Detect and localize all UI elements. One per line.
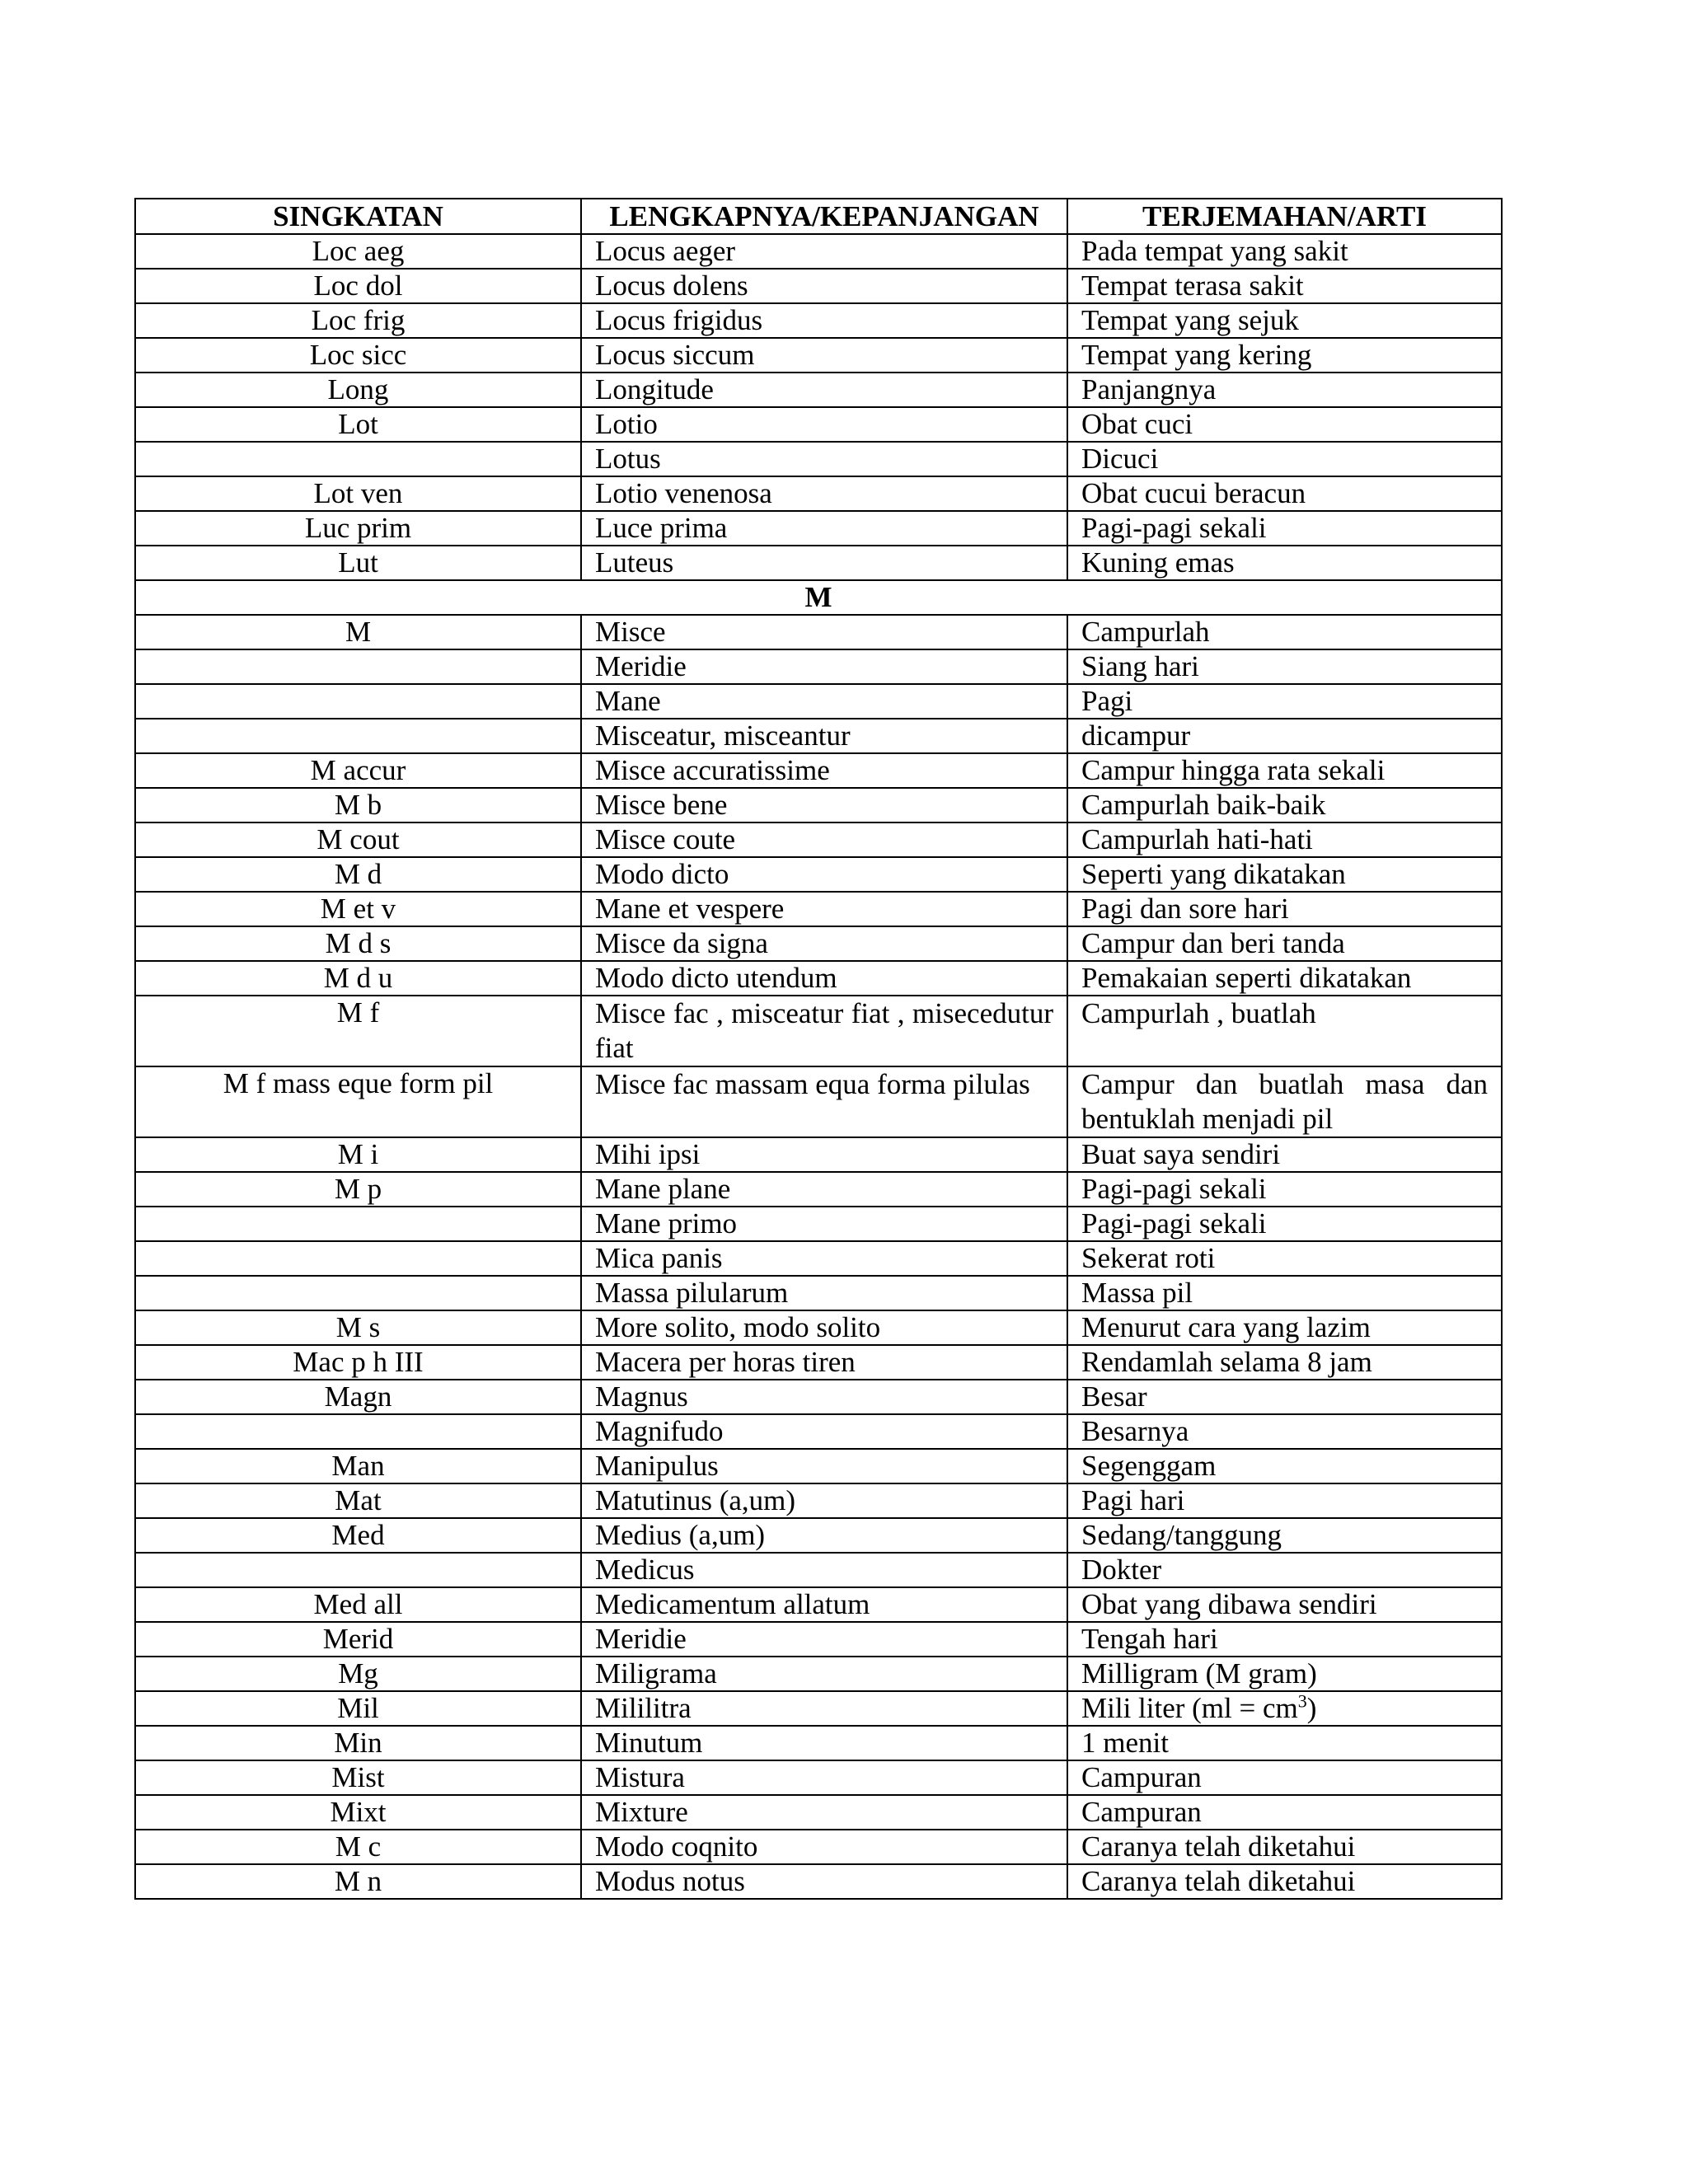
meaning-cell: Tempat terasa sakit [1067, 269, 1502, 303]
meaning-cell: Caranya telah diketahui [1067, 1864, 1502, 1899]
meaning-cell: Tempat yang sejuk [1067, 303, 1502, 338]
full-form-cell: Mane et vespere [581, 892, 1067, 926]
abbreviation-cell: Mixt [135, 1795, 581, 1830]
full-form-cell: Misceatur, misceantur [581, 719, 1067, 753]
meaning-cell: dicampur [1067, 719, 1502, 753]
meaning-cell: Dokter [1067, 1553, 1502, 1587]
full-form-cell: Lotio venenosa [581, 476, 1067, 511]
full-form-cell: Misce fac , misceatur fiat , misecedutur fiat [581, 996, 1067, 1066]
full-form-cell: Macera per horas tiren [581, 1345, 1067, 1380]
full-form-cell: Miligrama [581, 1657, 1067, 1691]
abbreviation-cell: Mil [135, 1691, 581, 1726]
abbreviation-table [134, 198, 1503, 1900]
full-form-cell: Mica panis [581, 1241, 1067, 1276]
meaning-cell: Siang hari [1067, 649, 1502, 684]
table-row [135, 615, 1502, 649]
full-form-cell: Misce bene [581, 788, 1067, 823]
meaning-cell: Pagi [1067, 684, 1502, 719]
full-form-cell: Modo coqnito [581, 1830, 1067, 1864]
meaning-cell: Obat cuci [1067, 407, 1502, 442]
table-row [135, 234, 1502, 269]
abbreviation-cell: Loc sicc [135, 338, 581, 373]
table-row [135, 511, 1502, 546]
full-form-cell: Locus aeger [581, 234, 1067, 269]
meaning-cell: Campurlah baik-baik [1067, 788, 1502, 823]
meaning-cell: Kuning emas [1067, 546, 1502, 580]
meaning-cell: Tempat yang kering [1067, 338, 1502, 373]
full-form-cell: Magnifudo [581, 1414, 1067, 1449]
meaning-cell: Campuran [1067, 1795, 1502, 1830]
table-row [135, 1726, 1502, 1760]
abbreviation-cell: Loc frig [135, 303, 581, 338]
abbreviation-cell: Med [135, 1518, 581, 1553]
abbreviation-cell: M cout [135, 823, 581, 857]
table-row [135, 373, 1502, 407]
table-row [135, 1760, 1502, 1795]
full-form-cell: Locus siccum [581, 338, 1067, 373]
abbreviation-cell: M f mass eque form pil [135, 1066, 581, 1137]
table-row [135, 303, 1502, 338]
meaning-cell: Pagi-pagi sekali [1067, 1172, 1502, 1207]
abbreviation-cell [135, 719, 581, 753]
table-row [135, 442, 1502, 476]
meaning-cell: Milligram (M gram) [1067, 1657, 1502, 1691]
table-row [135, 719, 1502, 753]
table-row [135, 269, 1502, 303]
abbreviation-cell [135, 1276, 581, 1310]
table-row [135, 996, 1502, 1066]
meaning-cell: Menurut cara yang lazim [1067, 1310, 1502, 1345]
meaning-cell: 1 menit [1067, 1726, 1502, 1760]
section-heading-m: M [135, 580, 1502, 615]
table-row [135, 1518, 1502, 1553]
meaning-cell: Campuran [1067, 1760, 1502, 1795]
abbreviation-cell [135, 1207, 581, 1241]
abbreviation-cell: M i [135, 1137, 581, 1172]
abbreviation-cell: Long [135, 373, 581, 407]
abbreviation-cell: Lot ven [135, 476, 581, 511]
meaning-cell: Besar [1067, 1380, 1502, 1414]
abbreviation-cell [135, 649, 581, 684]
abbreviation-cell: Med all [135, 1587, 581, 1622]
meaning-cell: Campur dan beri tanda [1067, 926, 1502, 961]
full-form-cell: Medius (a,um) [581, 1518, 1067, 1553]
full-form-cell: Mane primo [581, 1207, 1067, 1241]
full-form-cell: More solito, modo solito [581, 1310, 1067, 1345]
full-form-cell: Mane plane [581, 1172, 1067, 1207]
abbreviation-cell: M b [135, 788, 581, 823]
meaning-cell: Campurlah , buatlah [1067, 996, 1502, 1066]
meaning-cell: Sedang/tanggung [1067, 1518, 1502, 1553]
table-row [135, 649, 1502, 684]
full-form-cell: Lotio [581, 407, 1067, 442]
meaning-cell: Campur dan buatlah masa dan bentuklah menjadi pil [1067, 1066, 1502, 1137]
abbreviation-cell: Loc dol [135, 269, 581, 303]
abbreviation-cell: Mat [135, 1483, 581, 1518]
table-row [135, 1691, 1502, 1726]
full-form-cell: Luce prima [581, 511, 1067, 546]
meaning-cell: Buat saya sendiri [1067, 1137, 1502, 1172]
meaning-cell: Pagi hari [1067, 1483, 1502, 1518]
table-row [135, 1414, 1502, 1449]
full-form-cell: Mihi ipsi [581, 1137, 1067, 1172]
meaning-cell: Dicuci [1067, 442, 1502, 476]
table-row [135, 476, 1502, 511]
full-form-cell: Mistura [581, 1760, 1067, 1795]
table-row [135, 926, 1502, 961]
full-form-cell: Modus notus [581, 1864, 1067, 1899]
table-row [135, 1241, 1502, 1276]
meaning-cell: Campurlah [1067, 615, 1502, 649]
abbreviation-cell [135, 1241, 581, 1276]
table-row [135, 338, 1502, 373]
full-form-cell: Lotus [581, 442, 1067, 476]
meaning-cell: Besarnya [1067, 1414, 1502, 1449]
table-row [135, 1622, 1502, 1657]
abbreviation-cell: Merid [135, 1622, 581, 1657]
abbreviation-cell: M p [135, 1172, 581, 1207]
abbreviation-cell: Mist [135, 1760, 581, 1795]
full-form-cell: Minutum [581, 1726, 1067, 1760]
meaning-cell: Obat cucui beracun [1067, 476, 1502, 511]
table-row [135, 1483, 1502, 1518]
abbreviation-cell: M accur [135, 753, 581, 788]
abbreviation-cell: Magn [135, 1380, 581, 1414]
table-row [135, 1587, 1502, 1622]
abbreviation-cell: Loc aeg [135, 234, 581, 269]
full-form-cell: Modo dicto [581, 857, 1067, 892]
full-form-cell: Longitude [581, 373, 1067, 407]
full-form-cell: Meridie [581, 1622, 1067, 1657]
abbreviation-cell [135, 1414, 581, 1449]
abbreviation-cell: Lut [135, 546, 581, 580]
table-row [135, 1172, 1502, 1207]
full-form-cell: Massa pilularum [581, 1276, 1067, 1310]
abbreviation-cell: Man [135, 1449, 581, 1483]
full-form-cell: Locus dolens [581, 269, 1067, 303]
table-row [135, 1310, 1502, 1345]
meaning-cell: Campur hingga rata sekali [1067, 753, 1502, 788]
full-form-cell: Modo dicto utendum [581, 961, 1067, 996]
abbreviation-cell [135, 684, 581, 719]
section-row [135, 580, 1502, 615]
table-row [135, 1345, 1502, 1380]
full-form-cell: Misce coute [581, 823, 1067, 857]
abbreviation-cell [135, 442, 581, 476]
meaning-cell: Pagi-pagi sekali [1067, 1207, 1502, 1241]
table-row [135, 684, 1502, 719]
meaning-cell: Tengah hari [1067, 1622, 1502, 1657]
full-form-cell: Matutinus (a,um) [581, 1483, 1067, 1518]
full-form-cell: Mixture [581, 1795, 1067, 1830]
abbreviation-cell: Min [135, 1726, 581, 1760]
abbreviation-cell: M s [135, 1310, 581, 1345]
table-row [135, 1864, 1502, 1899]
meaning-cell: Segenggam [1067, 1449, 1502, 1483]
full-form-cell: Luteus [581, 546, 1067, 580]
full-form-cell: Mililitra [581, 1691, 1067, 1726]
table-row [135, 1276, 1502, 1310]
full-form-cell: Medicamentum allatum [581, 1587, 1067, 1622]
table-row [135, 1795, 1502, 1830]
table-row [135, 1066, 1502, 1137]
meaning-cell: Sekerat roti [1067, 1241, 1502, 1276]
header-meaning: TERJEMAHAN/ARTI [1067, 199, 1502, 234]
table-row [135, 407, 1502, 442]
full-form-cell: Magnus [581, 1380, 1067, 1414]
abbreviation-cell: Mac p h III [135, 1345, 581, 1380]
full-form-cell: Misce accuratissime [581, 753, 1067, 788]
full-form-cell: Misce da signa [581, 926, 1067, 961]
table-row [135, 1380, 1502, 1414]
meaning-cell: Massa pil [1067, 1276, 1502, 1310]
meaning-cell: Rendamlah selama 8 jam [1067, 1345, 1502, 1380]
table-row [135, 961, 1502, 996]
full-form-cell: Mane [581, 684, 1067, 719]
meaning-text: Mili liter (ml = cm [1081, 1692, 1298, 1724]
header-abbreviation: SINGKATAN [135, 199, 581, 234]
abbreviation-cell: Luc prim [135, 511, 581, 546]
table-row [135, 823, 1502, 857]
superscript-three: 3 [1297, 1691, 1307, 1712]
meaning-cell: Caranya telah diketahui [1067, 1830, 1502, 1864]
abbreviation-cell: M et v [135, 892, 581, 926]
full-form-cell: Locus frigidus [581, 303, 1067, 338]
full-form-cell: Misce [581, 615, 1067, 649]
table-row [135, 753, 1502, 788]
meaning-cell: Obat yang dibawa sendiri [1067, 1587, 1502, 1622]
abbreviation-cell: Lot [135, 407, 581, 442]
abbreviation-cell: M [135, 615, 581, 649]
table-row [135, 1137, 1502, 1172]
table-row [135, 546, 1502, 580]
abbreviation-cell: M d u [135, 961, 581, 996]
table-row [135, 1207, 1502, 1241]
meaning-cell: Pemakaian seperti dikatakan [1067, 961, 1502, 996]
meaning-cell: Pada tempat yang sakit [1067, 234, 1502, 269]
table-body [135, 234, 1502, 1899]
table-row [135, 788, 1502, 823]
abbreviation-cell: M c [135, 1830, 581, 1864]
table-header-row [135, 199, 1502, 234]
table-row [135, 1553, 1502, 1587]
meaning-cell: Pagi-pagi sekali [1067, 511, 1502, 546]
table-row [135, 892, 1502, 926]
abbreviation-cell: M d [135, 857, 581, 892]
meaning-cell [1067, 1691, 1502, 1726]
abbreviation-cell: M d s [135, 926, 581, 961]
meaning-cell: Panjangnya [1067, 373, 1502, 407]
header-full-form: LENGKAPNYA/KEPANJANGAN [581, 199, 1067, 234]
table-row [135, 857, 1502, 892]
table-row [135, 1449, 1502, 1483]
abbreviation-cell: M f [135, 996, 581, 1066]
meaning-cell: Campurlah hati-hati [1067, 823, 1502, 857]
table-row [135, 1830, 1502, 1864]
abbreviation-cell [135, 1553, 581, 1587]
meaning-text-end: ) [1306, 1692, 1317, 1724]
abbreviation-cell: Mg [135, 1657, 581, 1691]
full-form-cell: Medicus [581, 1553, 1067, 1587]
meaning-cell: Seperti yang dikatakan [1067, 857, 1502, 892]
full-form-cell: Misce fac massam equa forma pilulas [581, 1066, 1067, 1137]
full-form-cell: Meridie [581, 649, 1067, 684]
table-row [135, 1657, 1502, 1691]
abbreviation-cell: M n [135, 1864, 581, 1899]
meaning-cell: Pagi dan sore hari [1067, 892, 1502, 926]
full-form-cell: Manipulus [581, 1449, 1067, 1483]
